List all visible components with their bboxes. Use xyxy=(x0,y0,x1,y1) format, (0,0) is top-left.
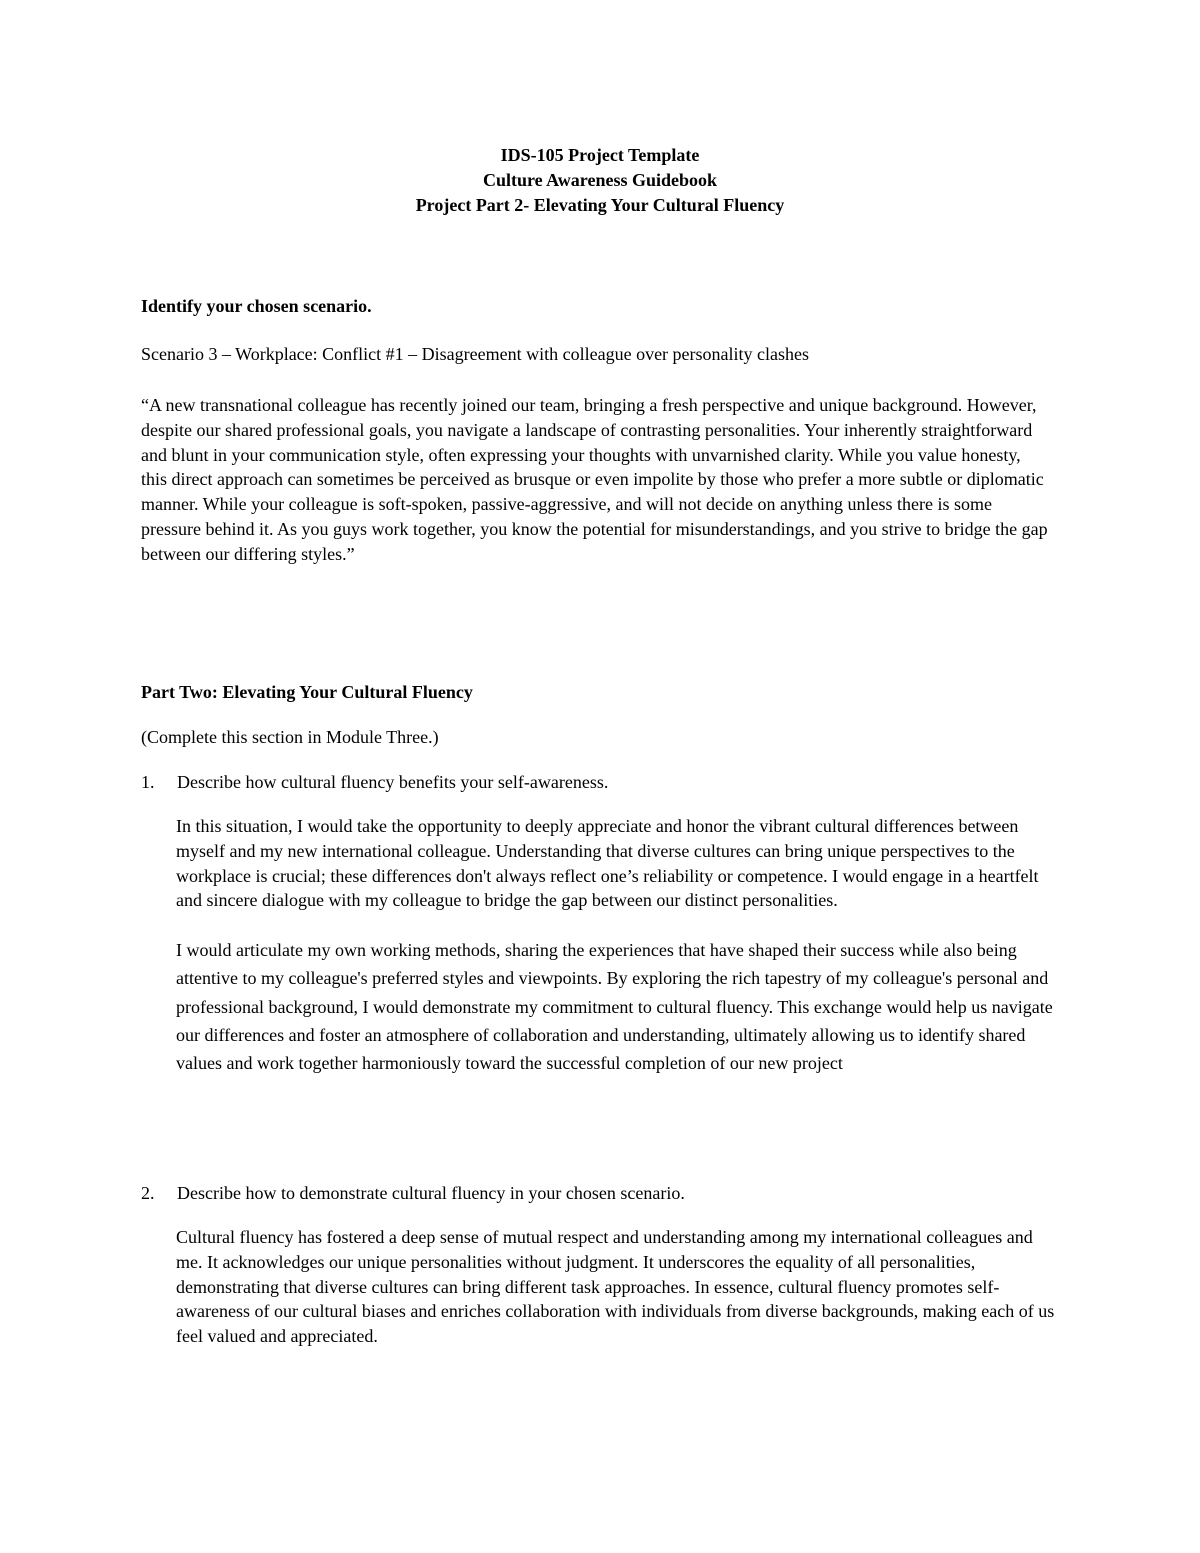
title-project-part: Project Part 2- Elevating Your Cultural Fluency xyxy=(415,195,785,215)
scenario-line: Scenario 3 – Workplace: Conflict #1 – Disagreement with colleague over personality clashes xyxy=(141,344,810,364)
scenario-heading: Identify your chosen scenario. xyxy=(141,296,372,316)
answer-1-part-1: In this situation, I would take the opportunity to deeply appreciate and honor the vibrant cultural differences between myself and my new international colleague. Understanding that diverse cultures can bring unique perspectives to the workplace is crucial; these differences don't always reflect one’s reliability or competence. I would engage in a heartfelt and sincere dialogue with my colleague to bridge the gap between our distinct personalities. xyxy=(176,816,1039,911)
part-two-instruction: (Complete this section in Module Three.) xyxy=(141,727,439,747)
question-1-number: 1. xyxy=(141,772,155,792)
question-2 xyxy=(141,1181,685,1205)
question-2-number: 2. xyxy=(141,1183,155,1203)
part-two-heading: Part Two: Elevating Your Cultural Fluency xyxy=(141,682,473,702)
answer-2: Cultural fluency has fostered a deep sense of mutual respect and understanding among my international colleagues and me. It acknowledges our unique personalities without judgment. It underscores the equality of all personalities, demonstrating that diverse cultures can bring different task approaches. In essence, cultural fluency promotes self-awareness of our cultural biases and enriches collaboration with individuals from diverse backgrounds, making each of us feel valued and appreciated. xyxy=(176,1227,1055,1347)
question-2-prompt: Describe how to demonstrate cultural fluency in your chosen scenario. xyxy=(177,1183,685,1203)
question-1-prompt: Describe how cultural fluency benefits your self-awareness. xyxy=(177,772,609,792)
answer-1-part-2: I would articulate my own working methods, sharing the experiences that have shaped their success while also being attentive to my colleague's preferred styles and viewpoints. By exploring the rich tapestry of my colleague's personal and professional background, I would demonstrate my commitment to cultural fluency. This exchange would help us navigate our differences and foster an atmosphere of collaboration and understanding, ultimately allowing us to identify shared values and work together harmoniously toward the successful completion of our new project xyxy=(176,940,1053,1074)
document-title-block xyxy=(0,143,1200,218)
title-course: IDS-105 Project Template xyxy=(500,145,700,165)
title-guidebook: Culture Awareness Guidebook xyxy=(482,170,718,190)
question-1 xyxy=(141,770,608,794)
scenario-quote: “A new transnational colleague has recently joined our team, bringing a fresh perspective and unique background. However, despite our shared professional goals, you navigate a landscape of contrasting personalities. Your inherently straightforward and blunt in your communication style, often expressing your thoughts with unvarnished clarity. While you value honesty, this direct approach can sometimes be perceived as brusque or even impolite by those who prefer a more subtle or diplomatic manner. While your colleague is soft-spoken, passive-aggressive, and will not decide on anything unless there is some pressure behind it. As you guys work together, you know the potential for misunderstandings, and you strive to bridge the gap between our differing styles.” xyxy=(141,395,1048,564)
